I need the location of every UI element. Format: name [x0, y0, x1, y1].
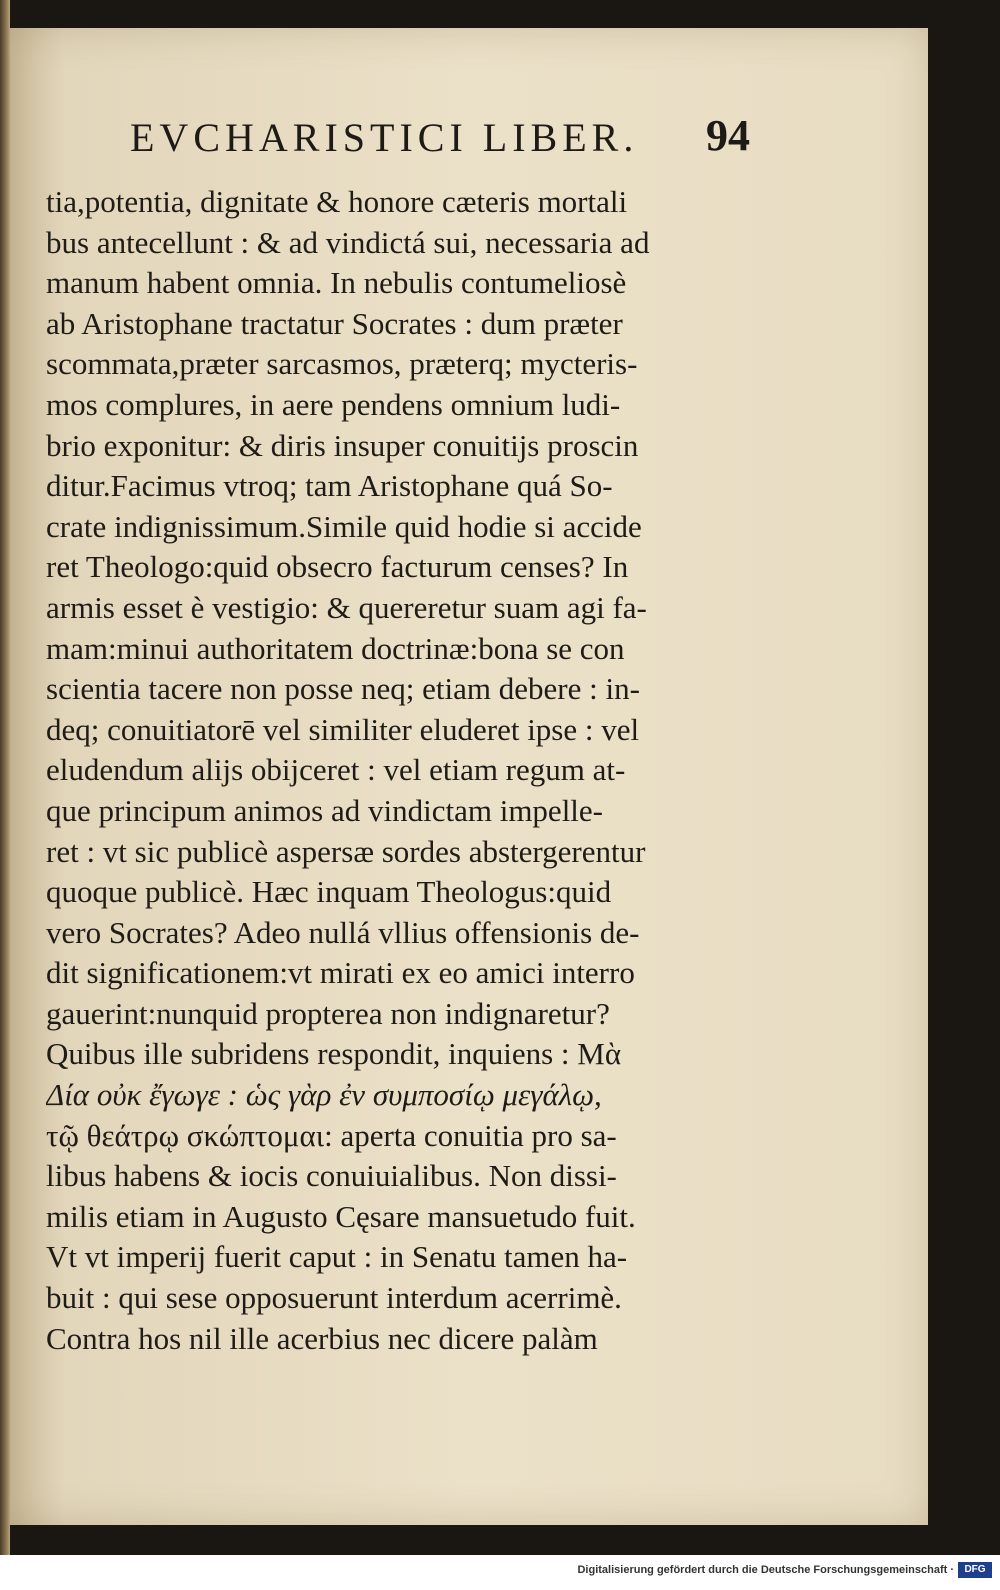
text-line: brio exponitur: & diris insuper conuitijs proscin [46, 427, 639, 463]
text-line: ditur.Facimus vtroq; tam Aristophane quá So- [46, 468, 613, 504]
text-line: tia,potentia, dignitate & honore cæteris mortali [46, 184, 628, 219]
text-line: gauerint:nunquid propterea non indignaretur? [46, 995, 610, 1031]
book-page [10, 28, 928, 1525]
text-line: τῷ θεάτρῳ σκώπτομαι: aperta conuitia pro sa- [46, 1117, 617, 1153]
text-line: ret Theologo:quid obsecro facturum censes? In [46, 549, 629, 585]
text-line: buit : qui sese opposuerunt interdum acerrimè. [46, 1280, 622, 1316]
page-number: 94 [706, 111, 750, 160]
text-line: ret : vt sic publicè aspersæ sordes abstergerentur [46, 833, 646, 869]
text-line: milis etiam in Augusto Cęsare mansuetudo fuit. [46, 1198, 636, 1234]
text-line: deq; conuitiatorē vel similiter eluderet ipse : vel [46, 711, 640, 747]
text-block [46, 182, 766, 1359]
text-line: quoque publicè. Hæc inquam Theologus:quid [46, 874, 612, 910]
dfg-logo: DFG [958, 1562, 992, 1578]
text-line: crate indignissimum.Simile quid hodie si accide [46, 508, 642, 544]
text-line: Vt vt imperij fuerit caput : in Senatu tamen ha- [46, 1239, 628, 1275]
text-line: que principum animos ad vindictam impelle- [46, 792, 604, 828]
text-line: ab Aristophane tractatur Socrates : dum præter [46, 305, 623, 341]
footer-bar [0, 1555, 1000, 1590]
text-line: eludendum alijs obijceret : vel etiam regum at- [46, 752, 626, 788]
text-line: vero Socrates? Adeo nullá vllius offensionis de- [46, 914, 640, 950]
text-line: manum habent omnia. In nebulis contumeliosè [46, 265, 627, 301]
greek-text-line: Δία οὐκ ἔγωγε : ὡς γὰρ ἐν συμποσίῳ μεγάλῳ, [46, 1077, 602, 1113]
book-spine [0, 0, 10, 1555]
text-line: libus habens & iocis conuiuialibus. Non dissi- [46, 1158, 617, 1194]
page-header [110, 110, 750, 162]
text-line: scientia tacere non posse neq; etiam debere : in- [46, 671, 640, 707]
running-head: EVCHARISTICI LIBER. [130, 115, 639, 160]
text-line: Contra hos nil ille acerbius nec dicere palàm [46, 1320, 598, 1356]
text-line: Quibus ille subridens respondit, inquiens : Μὰ [46, 1036, 622, 1072]
text-line: scommata,præter sarcasmos, præterq; mycteris- [46, 346, 638, 382]
text-line: bus antecellunt : & ad vindictá sui, necessaria ad [46, 224, 650, 260]
text-line: mos complures, in aere pendens omnium ludi- [46, 386, 621, 422]
funding-credit: Digitalisierung gefördert durch die Deutsche Forschungsgemeinschaft · [577, 1564, 954, 1576]
text-line: mam:minui authoritatem doctrinæ:bona se con [46, 630, 625, 666]
text-line: dit significationem:vt mirati ex eo amici interro [46, 955, 635, 991]
text-line: armis esset è vestigio: & quereretur suam agi fa- [46, 589, 647, 625]
